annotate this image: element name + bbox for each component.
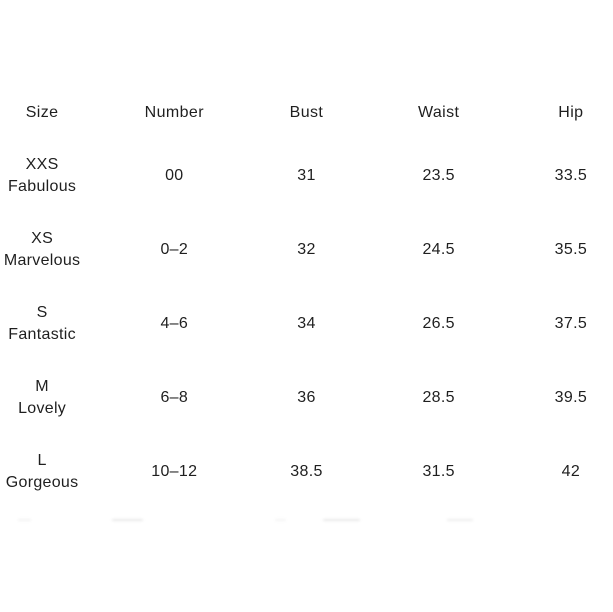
size-label-cell bbox=[0, 154, 108, 198]
number-cell: 00 bbox=[165, 167, 184, 184]
hip-cell: 33.5 bbox=[554, 167, 588, 184]
number-cell: 6–8 bbox=[160, 389, 189, 406]
header-row bbox=[0, 103, 613, 123]
cropped-text-artifact bbox=[275, 519, 286, 521]
column-header-bust: Bust bbox=[289, 104, 324, 121]
waist-cell: 31.5 bbox=[422, 463, 455, 480]
size-name: Lovely bbox=[18, 400, 67, 417]
bust-cell: 34 bbox=[297, 315, 316, 332]
table-row-l bbox=[0, 435, 613, 509]
column-header-size: Size bbox=[25, 104, 59, 121]
column-header-waist: Waist bbox=[417, 104, 460, 121]
hip-cell: 39.5 bbox=[554, 389, 588, 406]
size-code: L bbox=[37, 452, 47, 469]
number-cell: 10–12 bbox=[151, 463, 198, 480]
waist-cell: 28.5 bbox=[422, 389, 455, 406]
size-code: XS bbox=[31, 230, 54, 247]
table-row-xs bbox=[0, 213, 613, 287]
waist-cell: 26.5 bbox=[422, 315, 455, 332]
size-name: Marvelous bbox=[3, 252, 81, 269]
size-label-cell bbox=[0, 450, 108, 494]
size-name: Fantastic bbox=[8, 326, 76, 343]
waist-cell: 24.5 bbox=[422, 241, 455, 258]
cropped-text-artifact bbox=[447, 519, 473, 521]
column-header-number: Number bbox=[144, 104, 204, 121]
hip-cell: 37.5 bbox=[554, 315, 588, 332]
cropped-text-artifact bbox=[323, 519, 360, 521]
size-code: M bbox=[35, 378, 49, 395]
size-label-cell bbox=[0, 228, 108, 272]
size-label-cell bbox=[0, 376, 108, 420]
size-chart-table bbox=[0, 103, 613, 509]
size-name: Gorgeous bbox=[5, 474, 79, 491]
number-cell: 0–2 bbox=[160, 241, 189, 258]
bust-cell: 38.5 bbox=[290, 463, 323, 480]
cropped-text-artifact bbox=[18, 519, 31, 521]
size-code: S bbox=[36, 304, 48, 321]
table-row-xxs bbox=[0, 139, 613, 213]
column-header-hip: Hip bbox=[558, 104, 584, 121]
table-row-s bbox=[0, 287, 613, 361]
number-cell: 4–6 bbox=[160, 315, 189, 332]
hip-cell: 35.5 bbox=[554, 241, 588, 258]
bust-cell: 32 bbox=[297, 241, 316, 258]
bust-cell: 31 bbox=[297, 167, 316, 184]
size-name: Fabulous bbox=[7, 178, 77, 195]
size-code: XXS bbox=[25, 156, 59, 173]
size-label-cell bbox=[0, 302, 108, 346]
cropped-text-artifact bbox=[112, 519, 143, 521]
table-row-m bbox=[0, 361, 613, 435]
hip-cell: 42 bbox=[561, 463, 581, 480]
table-body bbox=[0, 139, 613, 509]
bust-cell: 36 bbox=[297, 389, 316, 406]
waist-cell: 23.5 bbox=[422, 167, 455, 184]
